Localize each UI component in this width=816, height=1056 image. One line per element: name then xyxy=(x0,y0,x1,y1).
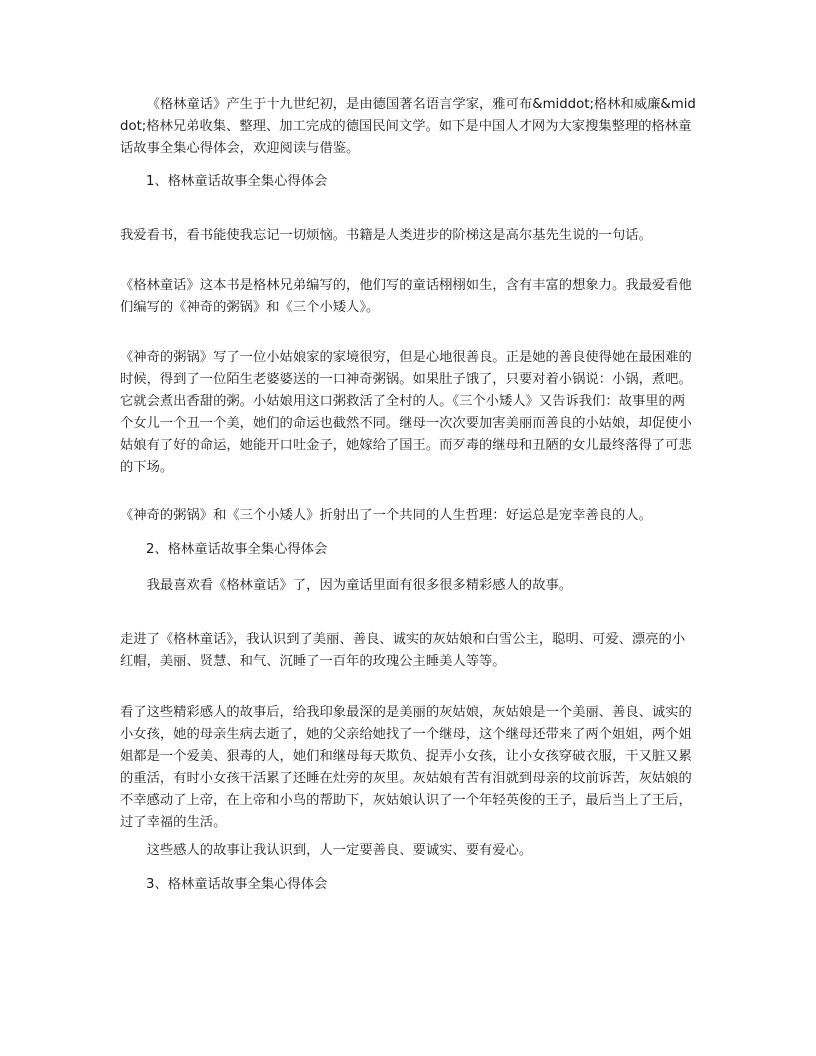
paragraph-7: 看了这些精彩感人的故事后，给我印象最深的是美丽的灰姑娘，灰姑娘是一个美丽、善良、诚实的小女孩，她的母亲生病去逝了，她的父亲给她找了一个继母，这个继母还带来了两个姐姐，两个姐姐都是一个爱美、狠毒的人，她们和继母每天欺负、捉弄小女孩，让小女孩穿破衣服，干又脏又累的重活，有时小女孩干活累了还睡在灶旁的灰里。灰姑娘有苦有泪就到母亲的坟前诉苦，灰姑娘的不幸感动了上帝，在上帝和小鸟的帮助下，灰姑娘认识了一个年轻英俊的王子，最后当上了王后，过了幸福的生活。 xyxy=(120,705,692,830)
paragraph-8: 这些感人的故事让我认识到，人一定要善良、要诚实、要有爱心。 xyxy=(146,843,533,858)
intro-paragraph: 《格林童话》产生于十九世纪初，是由德国著名语言学家，雅可布&middot;格林和威廉&middot;格林兄弟收集、整理、加工完成的德国民间文学。如下是中国人才网为大家搜集整理的格林童话故事全集心得体会，欢迎阅读与借鉴。 xyxy=(120,97,696,156)
paragraph-5: 我最喜欢看《格林童话》了，因为童话里面有很多很多精彩感人的故事。 xyxy=(146,578,573,593)
paragraph-2: 《格林童话》这本书是格林兄弟编写的，他们写的童话栩栩如生，含有丰富的想象力。我最爱看他们编写的《神奇的粥锅》和《三个小矮人》。 xyxy=(120,278,692,315)
paragraph-3: 《神奇的粥锅》写了一位小姑娘家的家境很穷，但是心地很善良。正是她的善良使得她在最困难的时候，得到了一位陌生老婆婆送的一口神奇粥锅。如果肚子饿了，只要对着小锅说：小锅，煮吧。它就会煮出香甜的粥。小姑娘用这口粥救活了全村的人。《三个小矮人》又告诉我们：故事里的两个女儿一个丑一个美，她们的命运也截然不同。继母一次次要加害美丽而善良的小姑娘，却促使小姑娘有了好的命运，她能开口吐金子，她嫁给了国王。而歹毒的继母和丑陋的女儿最终落得了可悲的下场。 xyxy=(120,350,692,475)
section-heading-2: 2、格林童话故事全集心得体会 xyxy=(146,542,328,557)
section-heading-3: 3、格林童话故事全集心得体会 xyxy=(146,877,328,892)
paragraph-6: 走进了《格林童话》，我认识到了美丽、善良、诚实的灰姑娘和白雪公主，聪明、可爱、漂亮的小红帽，美丽、贤慧、和气、沉睡了一百年的玫瑰公主睡美人等等。 xyxy=(120,632,686,669)
section-heading-1: 1、格林童话故事全集心得体会 xyxy=(146,174,328,189)
paragraph-4: 《神奇的粥锅》和《三个小矮人》折射出了一个共同的人生哲理：好运总是宠幸善良的人。 xyxy=(120,508,652,523)
paragraph-1: 我爱看书，看书能使我忘记一切烦恼。书籍是人类进步的阶梯这是高尔基先生说的一句话。 xyxy=(120,228,652,243)
